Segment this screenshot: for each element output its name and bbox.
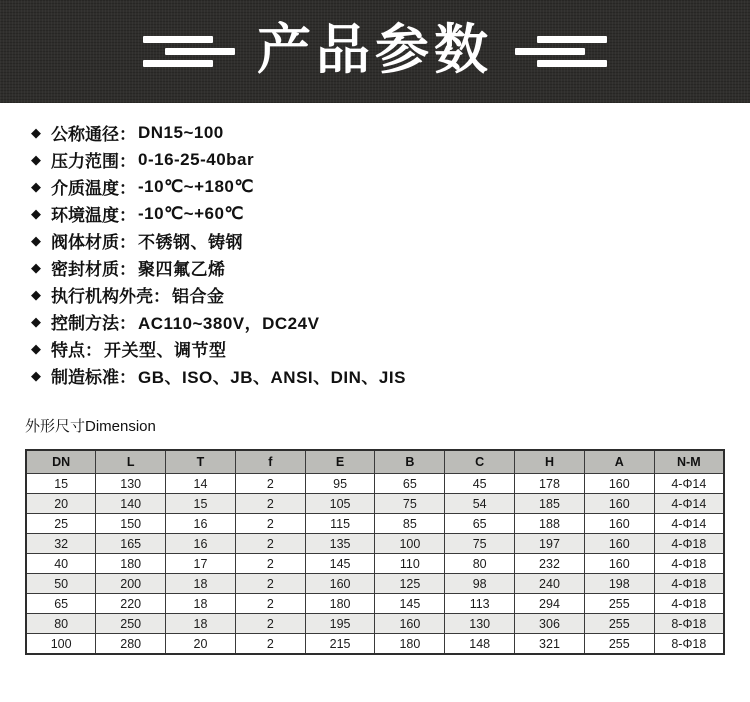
spec-label: 密封材质： [51,260,136,279]
table-cell: 150 [96,514,166,534]
table-row [26,494,724,514]
table-row [26,614,724,634]
table-header-cell: L [96,450,166,474]
table-cell: 280 [96,634,166,655]
table-cell: 4-Φ14 [654,474,724,494]
table-row [26,534,724,554]
table-cell: 65 [375,474,445,494]
banner [0,0,750,103]
table-header-cell: N-M [654,450,724,474]
table-cell: 188 [515,514,585,534]
table-cell: 148 [445,634,515,655]
table-cell: 115 [305,514,375,534]
spec-value: DN15~100 [138,122,224,142]
table-header-row [26,450,724,474]
table-cell: 85 [375,514,445,534]
diamond-bullet-icon: ◆ [31,340,41,356]
table-cell: 98 [445,574,515,594]
dimension-table-body [26,474,724,655]
table-cell: 160 [584,534,654,554]
table-cell: 178 [515,474,585,494]
table-cell: 195 [305,614,375,634]
table-cell: 4-Φ18 [654,594,724,614]
table-cell: 2 [235,534,305,554]
table-cell: 110 [375,554,445,574]
table-cell: 145 [305,554,375,574]
diamond-bullet-icon: ◆ [31,367,41,383]
banner-decor-right-icon [537,36,607,67]
table-row [26,474,724,494]
spec-item-nominal-diameter [31,119,750,146]
table-cell: 180 [96,554,166,574]
table-cell: 20 [26,494,96,514]
table-cell: 130 [96,474,166,494]
table-header-cell: A [584,450,654,474]
spec-value: AC110~380V，DC24V [138,314,320,333]
table-cell: 32 [26,534,96,554]
spec-item-manufacturing-standards [31,362,750,389]
table-cell: 40 [26,554,96,574]
table-cell: 232 [515,554,585,574]
table-cell: 20 [166,634,236,655]
table-cell: 65 [26,594,96,614]
table-cell: 180 [375,634,445,655]
table-cell: 75 [445,534,515,554]
table-cell: 50 [26,574,96,594]
table-cell: 100 [375,534,445,554]
table-cell: 4-Φ14 [654,514,724,534]
spec-value: -10℃~+180℃ [138,176,254,196]
table-header-cell: B [375,450,445,474]
spec-label: 制造标准： [51,368,136,387]
table-header-cell: T [166,450,236,474]
spec-label: 介质温度： [51,179,136,198]
spec-item-control-method [31,308,750,335]
table-cell: 4-Φ18 [654,534,724,554]
table-cell: 2 [235,474,305,494]
spec-label: 特点： [51,341,102,360]
table-cell: 2 [235,514,305,534]
table-cell: 130 [445,614,515,634]
spec-item-seal-material [31,254,750,281]
spec-label: 执行机构外壳： [51,287,170,306]
diamond-bullet-icon: ◆ [31,259,41,275]
spec-value: 聚四氟乙烯 [138,260,226,279]
table-header-cell: H [515,450,585,474]
table-cell: 255 [584,634,654,655]
table-cell: 160 [305,574,375,594]
spec-item-body-material [31,227,750,254]
table-cell: 198 [584,574,654,594]
table-cell: 160 [584,474,654,494]
spec-item-features [31,335,750,362]
table-header-cell: E [305,450,375,474]
spec-label: 环境温度： [51,206,136,225]
table-cell: 105 [305,494,375,514]
table-cell: 2 [235,554,305,574]
table-cell: 18 [166,614,236,634]
table-cell: 8-Φ18 [654,614,724,634]
table-cell: 197 [515,534,585,554]
diamond-bullet-icon: ◆ [31,313,41,329]
table-cell: 4-Φ18 [654,574,724,594]
table-cell: 160 [584,494,654,514]
table-cell: 2 [235,494,305,514]
table-row [26,634,724,655]
dimension-table-head [26,450,724,474]
table-cell: 220 [96,594,166,614]
table-cell: 16 [166,534,236,554]
diamond-bullet-icon: ◆ [31,124,41,140]
table-cell: 140 [96,494,166,514]
table-cell: 165 [96,534,166,554]
spec-value: 0-16-25-40bar [138,149,255,169]
table-cell: 255 [584,614,654,634]
spec-value: -10℃~+60℃ [138,203,245,223]
table-cell: 54 [445,494,515,514]
spec-item-pressure-range [31,146,750,173]
table-cell: 80 [445,554,515,574]
table-cell: 4-Φ18 [654,554,724,574]
table-header-cell: f [235,450,305,474]
spec-label: 公称通径： [51,125,136,144]
table-cell: 15 [166,494,236,514]
table-cell: 125 [375,574,445,594]
table-cell: 45 [445,474,515,494]
table-cell: 180 [305,594,375,614]
table-row [26,514,724,534]
spec-item-medium-temperature [31,173,750,200]
table-cell: 16 [166,514,236,534]
table-row [26,594,724,614]
table-cell: 2 [235,614,305,634]
table-cell: 14 [166,474,236,494]
table-cell: 2 [235,594,305,614]
spec-label: 阀体材质： [51,233,136,252]
table-row [26,574,724,594]
table-cell: 250 [96,614,166,634]
diamond-bullet-icon: ◆ [31,205,41,221]
diamond-bullet-icon: ◆ [31,232,41,248]
table-cell: 240 [515,574,585,594]
table-cell: 18 [166,594,236,614]
spec-value: 开关型、调节型 [104,341,227,360]
banner-title: 产品参数 [257,19,493,80]
diamond-bullet-icon: ◆ [31,151,41,167]
table-cell: 15 [26,474,96,494]
table-cell: 4-Φ14 [654,494,724,514]
table-cell: 306 [515,614,585,634]
table-cell: 255 [584,594,654,614]
table-cell: 2 [235,634,305,655]
banner-decor-left-icon [143,36,213,67]
table-cell: 80 [26,614,96,634]
table-row [26,554,724,574]
spec-label: 压力范围： [51,152,136,171]
table-cell: 25 [26,514,96,534]
table-cell: 95 [305,474,375,494]
table-cell: 160 [584,514,654,534]
table-cell: 135 [305,534,375,554]
diamond-bullet-icon: ◆ [31,178,41,194]
spec-item-actuator-housing [31,281,750,308]
table-cell: 100 [26,634,96,655]
table-cell: 160 [584,554,654,574]
table-cell: 17 [166,554,236,574]
dimension-section-title: 外形尺寸Dimension [25,418,156,435]
spec-value: 不锈钢、铸钢 [138,233,243,252]
spec-item-ambient-temperature [31,200,750,227]
table-cell: 185 [515,494,585,514]
table-cell: 200 [96,574,166,594]
table-cell: 18 [166,574,236,594]
table-cell: 294 [515,594,585,614]
table-header-cell: C [445,450,515,474]
dimension-table [25,449,725,655]
table-cell: 113 [445,594,515,614]
table-cell: 321 [515,634,585,655]
table-cell: 215 [305,634,375,655]
table-cell: 2 [235,574,305,594]
table-cell: 65 [445,514,515,534]
table-header-cell: DN [26,450,96,474]
spec-label: 控制方法： [51,314,136,333]
table-cell: 145 [375,594,445,614]
table-cell: 160 [375,614,445,634]
spec-value: 铝合金 [172,287,225,306]
spec-value: GB、ISO、JB、ANSI、DIN、JIS [138,368,406,387]
diamond-bullet-icon: ◆ [31,286,41,302]
table-cell: 75 [375,494,445,514]
spec-list [0,119,750,389]
table-cell: 8-Φ18 [654,634,724,655]
